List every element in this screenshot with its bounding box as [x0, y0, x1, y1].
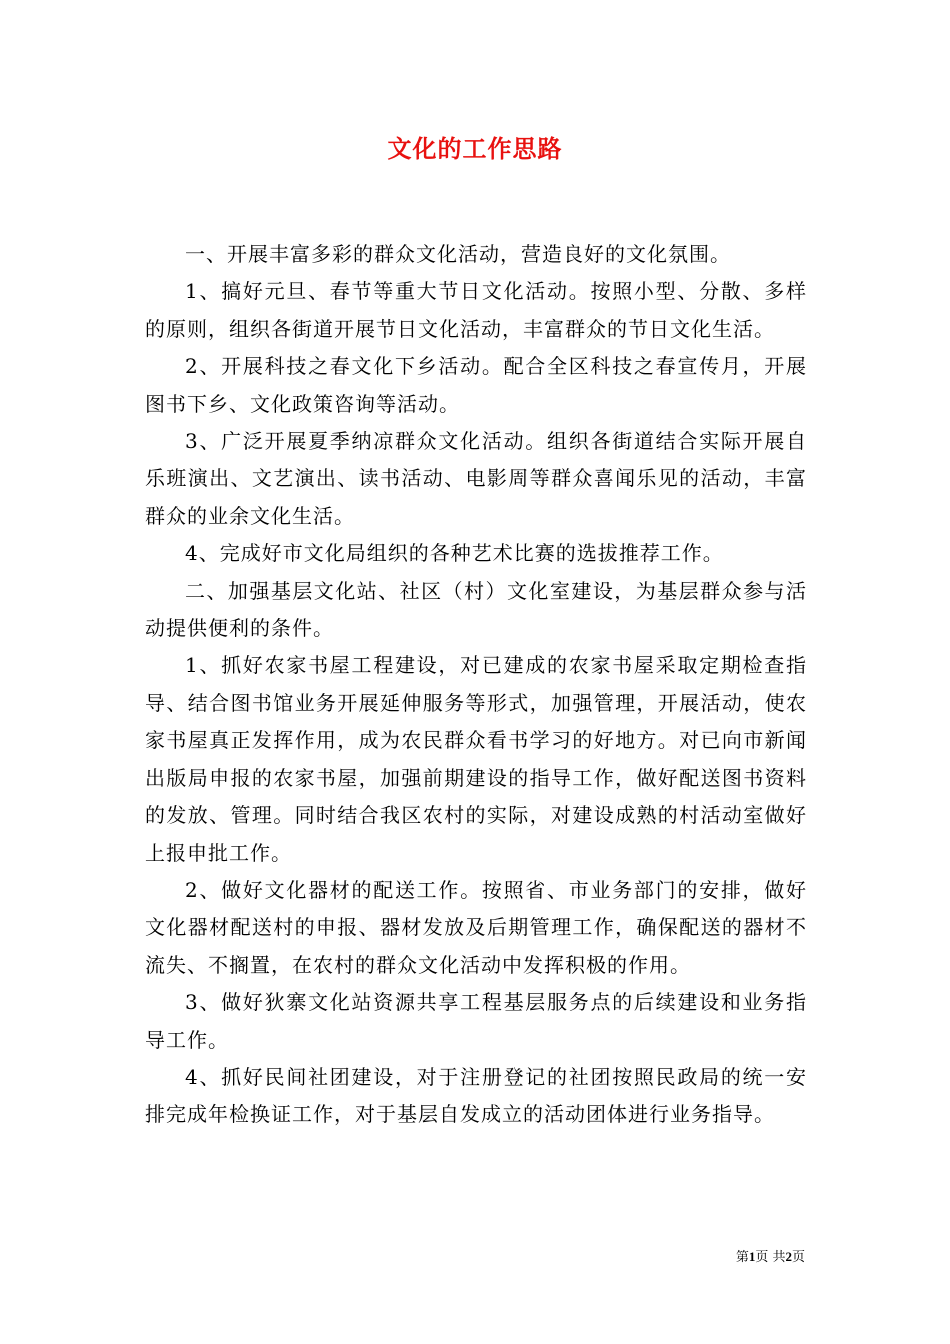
section-heading-1: 一、开展丰富多彩的群众文化活动，营造良好的文化氛围。 [185, 242, 731, 266]
current-page-number: 1 [748, 1249, 756, 1264]
footer-middle: 页 共 [755, 1250, 786, 1265]
paragraph-1-1: 1、搞好元旦、春节等重大节日文化活动。按照小型、分散、多样的原则，组织各街道开展节日文化活动，丰富群众的节日文化生活。 [145, 279, 807, 341]
paragraph-2-3: 3、做好狄寨文化站资源共享工程基层服务点的后续建设和业务指导工作。 [145, 990, 807, 1052]
document-title: 文化的工作思路 [387, 134, 563, 163]
page-number-footer [736, 1248, 805, 1267]
paragraph-1-4: 4、完成好市文化局组织的各种艺术比赛的选拔推荐工作。 [185, 541, 724, 566]
paragraph-1-3: 3、广泛开展夏季纳凉群众文化活动。组织各街道结合实际开展自乐班演出、文艺演出、读书活动、电影周等群众喜闻乐见的活动，丰富群众的业余文化生活。 [145, 429, 807, 528]
paragraph-1-2: 2、开展科技之春文化下乡活动。配合全区科技之春宣传月，开展图书下乡、文化政策咨询等活动。 [145, 354, 807, 416]
footer-prefix: 第 [735, 1250, 749, 1265]
footer-suffix: 页 [791, 1250, 805, 1265]
document-body [145, 236, 807, 1134]
paragraph-2-4: 4、抓好民间社团建设，对于注册登记的社团按照民政局的统一安排完成年检换证工作，对于基层自发成立的活动团体进行业务指导。 [145, 1064, 807, 1127]
total-pages-number: 2 [785, 1249, 792, 1264]
paragraph-2-1: 1、抓好农家书屋工程建设，对已建成的农家书屋采取定期检查指导、结合图书馆业务开展延伸服务等形式，加强管理，开展活动，使农家书屋真正发挥作用，成为农民群众看书学习的好地方。对已向市新闻出版局申报的农家书屋，加强前期建设的指导工作，做好配送图书资料的发放、管理。同时结合我区农村的实际，对建设成熟的村活动室做好上报申批工作。 [145, 653, 807, 865]
section-heading-2: 二、加强基层文化站、社区（村）文化室建设，为基层群众参与活动提供便利的条件。 [145, 578, 807, 641]
paragraph-2-2: 2、做好文化器材的配送工作。按照省、市业务部门的安排，做好文化器材配送村的申报、器材发放及后期管理工作，确保配送的器材不流失、不搁置，在农村的群众文化活动中发挥积极的作用。 [145, 877, 807, 977]
